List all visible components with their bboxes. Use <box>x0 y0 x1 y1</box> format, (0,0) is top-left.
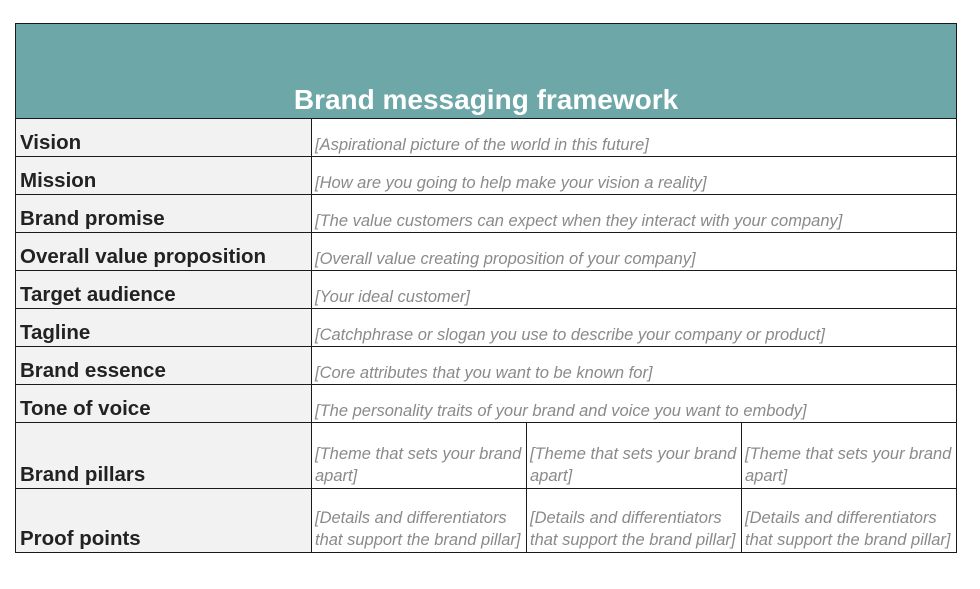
table-row-brand-essence <box>16 347 957 385</box>
table-row-tone-of-voice <box>16 385 957 423</box>
row-label: Mission <box>16 157 312 195</box>
proof-point-cell[interactable]: [Details and differentiators that support the brand pillar] <box>312 489 527 553</box>
row-label: Target audience <box>16 271 312 309</box>
table-row-brand-pillars <box>16 423 957 489</box>
row-value[interactable]: [Aspirational picture of the world in this future] <box>312 119 957 157</box>
row-label: Vision <box>16 119 312 157</box>
brand-messaging-table <box>15 23 957 553</box>
table-row-brand-promise <box>16 195 957 233</box>
row-value[interactable]: [How are you going to help make your vision a reality] <box>312 157 957 195</box>
table-row-tagline <box>16 309 957 347</box>
table-row-mission <box>16 157 957 195</box>
row-value[interactable]: [Your ideal customer] <box>312 271 957 309</box>
proof-point-cell[interactable]: [Details and differentiators that support the brand pillar] <box>742 489 957 553</box>
row-label: Brand promise <box>16 195 312 233</box>
row-label: Brand pillars <box>16 423 312 489</box>
table-row-target-audience <box>16 271 957 309</box>
row-label: Proof points <box>16 489 312 553</box>
table-row-proof-points <box>16 489 957 553</box>
row-value[interactable]: [Overall value creating proposition of your company] <box>312 233 957 271</box>
pillar-cell[interactable]: [Theme that sets your brand apart] <box>742 423 957 489</box>
row-value[interactable]: [Catchphrase or slogan you use to describe your company or product] <box>312 309 957 347</box>
pillar-cell[interactable]: [Theme that sets your brand apart] <box>312 423 527 489</box>
row-value[interactable]: [Core attributes that you want to be known for] <box>312 347 957 385</box>
row-label: Brand essence <box>16 347 312 385</box>
table-title: Brand messaging framework <box>16 24 957 119</box>
pillar-cell[interactable]: [Theme that sets your brand apart] <box>527 423 742 489</box>
row-label: Tagline <box>16 309 312 347</box>
proof-point-cell[interactable]: [Details and differentiators that support the brand pillar] <box>527 489 742 553</box>
row-value[interactable]: [The value customers can expect when they interact with your company] <box>312 195 957 233</box>
table-row-value-proposition <box>16 233 957 271</box>
row-label: Tone of voice <box>16 385 312 423</box>
table-row-vision <box>16 119 957 157</box>
row-value[interactable]: [The personality traits of your brand and voice you want to embody] <box>312 385 957 423</box>
row-label: Overall value proposition <box>16 233 312 271</box>
